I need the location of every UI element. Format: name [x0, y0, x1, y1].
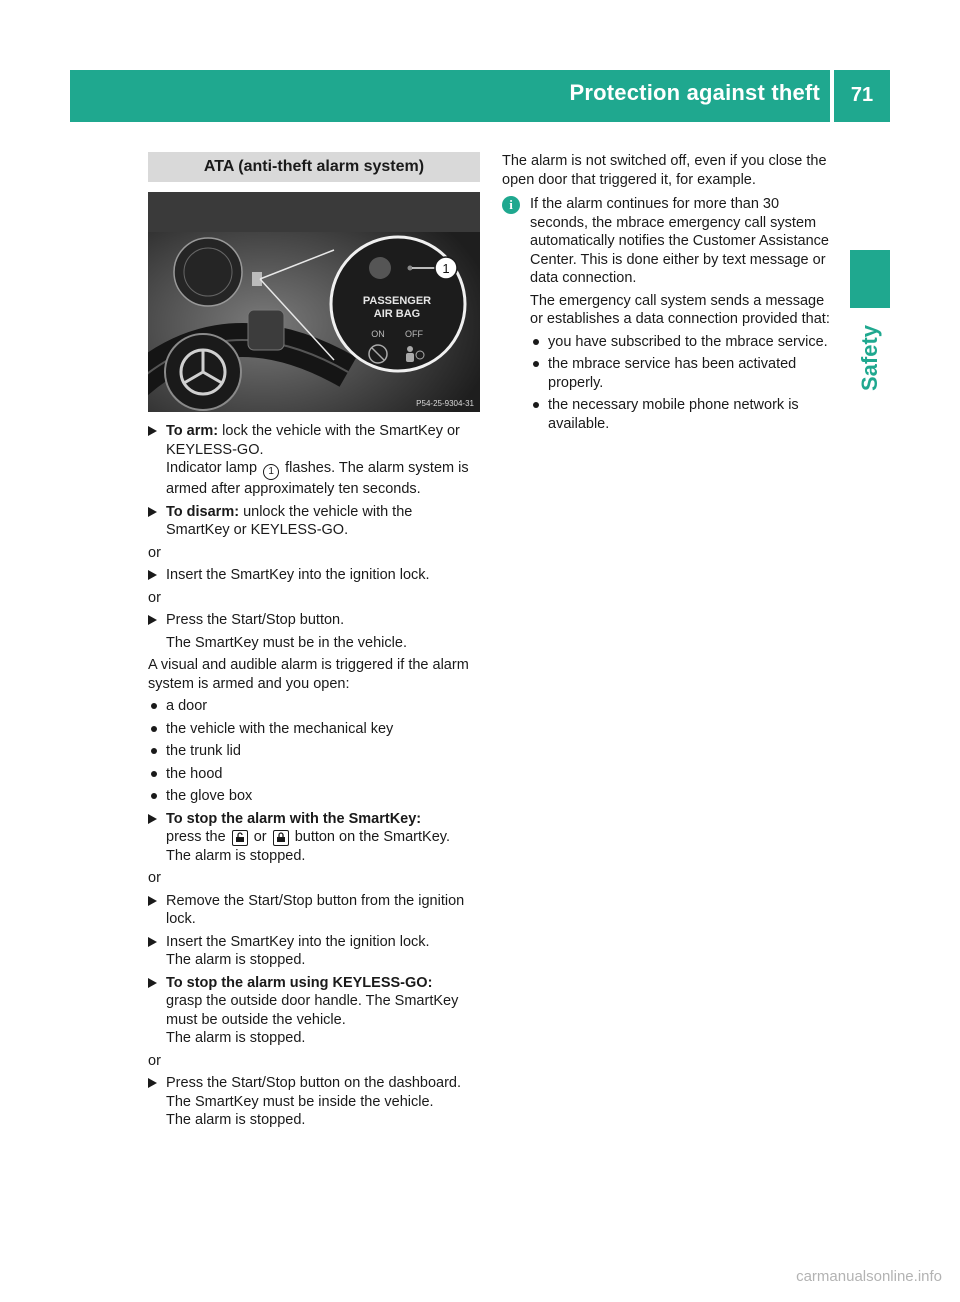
info-note — [502, 195, 834, 433]
info-paragraph-1: If the alarm continues for more than 30 seconds, the mbrace emergency call system automatically notifies the Customer Assistance Center. This is done either by text message or data connection. — [530, 196, 829, 286]
figure-code: P54-25-9304-31 — [416, 399, 474, 408]
trigger-text: the trunk lid — [166, 743, 241, 759]
condition-text: you have subscribed to the mbrace service. — [548, 333, 828, 350]
list-item — [148, 787, 480, 806]
callout-1-icon: 1 — [442, 261, 450, 276]
section-title: ATA (anti-theft alarm system) — [148, 152, 480, 182]
bullet-icon — [533, 339, 539, 345]
step-dash — [148, 1074, 480, 1130]
list-item — [148, 697, 480, 716]
stopped-text: The alarm is stopped. — [166, 1112, 306, 1128]
step-insert — [148, 566, 480, 585]
unlock-key-icon — [232, 830, 248, 846]
triggered-intro: A visual and audible alarm is triggered if the alarm system is armed and you open: — [148, 657, 469, 692]
stopped-text: The alarm is stopped. — [166, 847, 306, 864]
side-tab — [845, 318, 895, 398]
arm-line2-b: flashes. The alarm system is armed after approximately ten seconds. — [166, 460, 469, 497]
panel-on-label: ON — [371, 329, 385, 339]
or-text: or — [148, 589, 161, 606]
list-item — [148, 742, 480, 761]
step-arrow-icon — [148, 896, 157, 906]
stop-smartkey-or: or — [253, 829, 267, 845]
press-note: The SmartKey must be in the vehicle. — [166, 634, 407, 651]
step-arrow-icon — [148, 615, 157, 625]
or-text: or — [148, 1052, 161, 1069]
step-arrow-icon — [148, 1078, 157, 1088]
step-insert2 — [148, 933, 480, 970]
condition-text: the mbrace service has been activated properly. — [548, 356, 797, 391]
page-header-title: Protection against theft — [569, 80, 820, 105]
trigger-text: the glove box — [166, 788, 253, 804]
panel-label-line2: AIR BAG — [373, 308, 421, 320]
arm-line2-a: Indicator lamp — [166, 460, 258, 476]
bullet-icon — [151, 703, 157, 709]
step-insert2-text: Insert the SmartKey into the ignition lock. — [166, 933, 430, 950]
stop-smartkey-a: press the — [166, 829, 226, 845]
list-item — [530, 355, 834, 392]
or-text: or — [148, 870, 161, 886]
step-remove — [148, 892, 480, 929]
disarm-label: To disarm: — [166, 503, 240, 520]
stop-keyless-text: grasp the outside door handle. The SmartKey must be outside the vehicle. — [166, 993, 459, 1028]
stopped-text: The alarm is stopped. — [166, 1030, 306, 1046]
right-column — [502, 152, 834, 437]
trigger-text: the hood — [166, 765, 223, 782]
step-arrow-icon — [148, 814, 157, 824]
step-arrow-icon — [148, 978, 157, 988]
step-press — [148, 611, 480, 630]
list-item — [530, 396, 834, 433]
panel-label-line1: PASSENGER — [362, 295, 432, 307]
arm-text: lock the vehicle with the SmartKey or KEYLESS-GO. — [166, 423, 460, 458]
step-stop-keyless — [148, 974, 480, 1048]
dashboard-figure — [148, 192, 480, 412]
step-arrow-icon — [148, 937, 157, 947]
info-paragraph-2: The emergency call system sends a message or establishes a data connection provided that: — [530, 292, 830, 327]
bullet-icon — [151, 793, 157, 799]
bullet-icon — [151, 726, 157, 732]
condition-text: the necessary mobile phone network is available. — [548, 397, 799, 432]
list-item — [530, 333, 834, 352]
stop-smartkey-label: To stop the alarm with the SmartKey: — [166, 810, 422, 827]
side-tab-label: Safety — [857, 324, 882, 392]
footer-watermark: carmanualsonline.info — [796, 1268, 942, 1285]
left-column — [148, 152, 480, 1134]
side-tab-marker — [850, 250, 890, 308]
step-remove-text: Remove the Start/Stop button from the ignition lock. — [166, 892, 465, 927]
list-item — [148, 765, 480, 784]
panel-off-label: OFF — [405, 329, 423, 339]
trigger-text: the vehicle with the mechanical key — [166, 720, 394, 737]
trigger-text: a door — [166, 698, 208, 714]
stopped-text: The alarm is stopped. — [166, 952, 306, 968]
bullet-icon — [151, 771, 157, 777]
dashboard-illustration — [148, 192, 480, 412]
step-insert-text: Insert the SmartKey into the ignition lock. — [166, 567, 430, 583]
right-intro: The alarm is not switched off, even if you close the open door that triggered it, for example. — [502, 153, 827, 188]
disarm-text: unlock the vehicle with the SmartKey or KEYLESS-GO. — [166, 503, 413, 538]
lock-key-icon — [273, 830, 289, 846]
step-arrow-icon — [148, 507, 157, 517]
bullet-icon — [533, 361, 539, 367]
step-arm — [148, 422, 480, 499]
bullet-icon — [533, 402, 539, 408]
callout-1-icon: 1 — [263, 464, 279, 480]
step-press-text: Press the Start/Stop button. — [166, 612, 345, 628]
stop-smartkey-b: button on the SmartKey. — [294, 829, 450, 845]
list-item — [148, 720, 480, 739]
step-disarm — [148, 503, 480, 540]
page-number: 71 — [850, 84, 874, 106]
info-icon: i — [502, 196, 520, 214]
bullet-icon — [151, 748, 157, 754]
stop-keyless-label: To stop the alarm using KEYLESS-GO: — [166, 974, 433, 991]
or-text: or — [148, 544, 161, 561]
arm-label: To arm: — [166, 423, 219, 439]
step-arrow-icon — [148, 570, 157, 580]
step-arrow-icon — [148, 426, 157, 436]
step-stop-smartkey — [148, 810, 480, 866]
step-dash-text: Press the Start/Stop button on the dashboard. The SmartKey must be inside the vehicle. — [166, 1075, 462, 1110]
